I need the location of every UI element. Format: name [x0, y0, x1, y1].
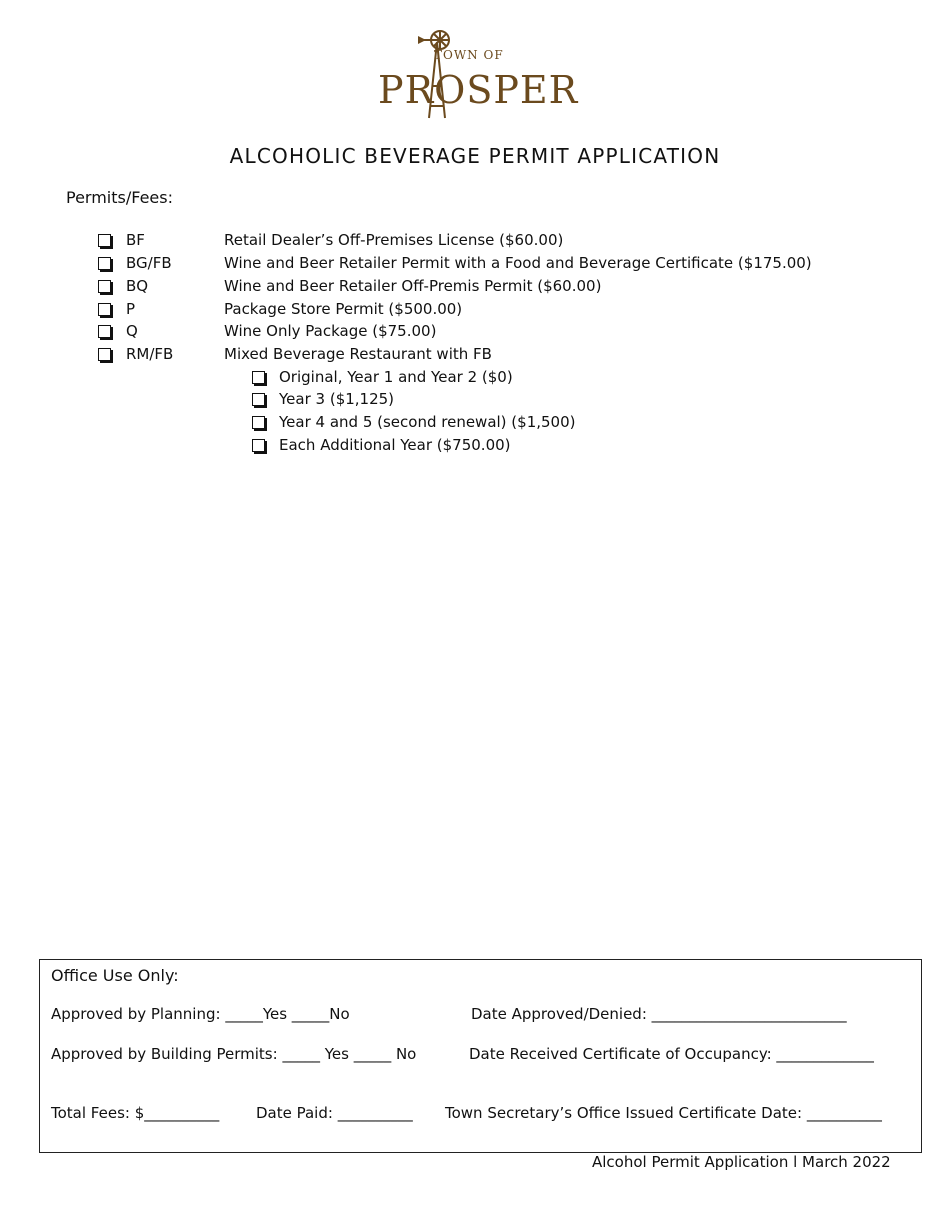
office-use-box [39, 959, 922, 1153]
sub-option-row [0, 366, 950, 388]
checkbox-p[interactable] [98, 303, 111, 316]
approved-building-field[interactable]: Approved by Building Permits: _____ Yes _____ No [51, 1045, 417, 1063]
date-paid-field[interactable]: Date Paid: __________ [256, 1104, 413, 1122]
permit-desc: Wine and Beer Retailer Permit with a Food and Beverage Certificate ($175.00) [224, 254, 812, 272]
permit-desc: Retail Dealer’s Off-Premises License ($60.00) [224, 231, 564, 249]
permit-desc: Mixed Beverage Restaurant with FB [224, 345, 492, 363]
sub-option-row [0, 434, 950, 456]
permit-row-bf [0, 229, 950, 251]
permit-code: BQ [126, 277, 149, 295]
permit-row-bgfb [0, 252, 950, 274]
footer-text: Alcohol Permit Application l March 2022 [592, 1153, 891, 1171]
sub-option-row [0, 388, 950, 410]
checkbox-year-3[interactable] [252, 393, 265, 406]
sub-option-desc: Each Additional Year ($750.00) [279, 436, 511, 454]
logo-town-text: TOWN OF [434, 48, 504, 62]
town-logo [378, 26, 578, 122]
date-approved-field[interactable]: Date Approved/Denied: __________________________ [471, 1005, 847, 1023]
permit-code: P [126, 300, 136, 318]
permit-code: BF [126, 231, 145, 249]
permit-desc: Package Store Permit ($500.00) [224, 300, 463, 318]
checkbox-q[interactable] [98, 325, 111, 338]
date-received-field[interactable]: Date Received Certificate of Occupancy: _____________ [469, 1045, 874, 1063]
page-title: ALCOHOLIC BEVERAGE PERMIT APPLICATION [229, 144, 721, 168]
permit-row-bq [0, 275, 950, 297]
checkbox-bf[interactable] [98, 234, 111, 247]
permit-row-rmfb [0, 343, 950, 365]
permit-row-q [0, 320, 950, 342]
checkbox-bgfb[interactable] [98, 257, 111, 270]
logo-wordmark: PROSPER [378, 68, 579, 112]
permit-code: RM/FB [126, 345, 174, 363]
sub-option-desc: Original, Year 1 and Year 2 ($0) [279, 368, 513, 386]
approved-planning-field[interactable]: Approved by Planning: _____Yes _____No [51, 1005, 350, 1023]
checkbox-additional-year[interactable] [252, 439, 265, 452]
permit-code: BG/FB [126, 254, 172, 272]
checkbox-year-1-2[interactable] [252, 371, 265, 384]
checkbox-year-4-5[interactable] [252, 416, 265, 429]
permit-code: Q [126, 322, 138, 340]
permit-desc: Wine and Beer Retailer Off-Premis Permit ($60.00) [224, 277, 602, 295]
checkbox-rmfb[interactable] [98, 348, 111, 361]
office-use-heading: Office Use Only: [51, 966, 179, 985]
permit-desc: Wine Only Package ($75.00) [224, 322, 437, 340]
checkbox-bq[interactable] [98, 280, 111, 293]
certificate-date-field[interactable]: Town Secretary’s Office Issued Certificate Date: __________ [445, 1104, 882, 1122]
total-fees-field[interactable]: Total Fees: $__________ [51, 1104, 220, 1122]
sub-option-desc: Year 3 ($1,125) [279, 390, 395, 408]
sub-option-row [0, 411, 950, 433]
permit-row-p [0, 298, 950, 320]
sub-option-desc: Year 4 and 5 (second renewal) ($1,500) [279, 413, 576, 431]
permits-fees-label: Permits/Fees: [66, 188, 173, 207]
